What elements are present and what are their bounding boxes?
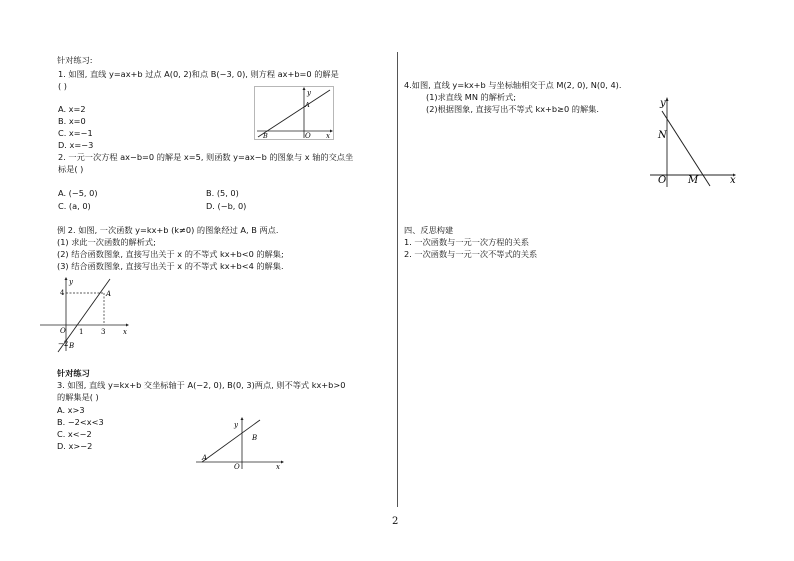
q2-line2: 标是( ): [58, 164, 84, 174]
graph-q4: [648, 96, 740, 188]
q1-option-c: C. x=−1: [58, 128, 93, 138]
g2-origin-label: O: [60, 327, 66, 335]
q2-option-c: C. (a, 0): [58, 201, 91, 211]
reflect-item1: 1. 一次函数与一元一次方程的关系: [404, 237, 530, 247]
ex2-line1: 例 2. 如图, 一次函数 y=kx+b (k≠0) 的图象经过 A, B 两点.: [57, 225, 279, 235]
g2-y-label: y: [69, 278, 73, 286]
q3-option-c: C. x<−2: [57, 429, 92, 439]
g3-point-b: B: [252, 434, 258, 442]
g3-y-label: y: [234, 421, 238, 429]
q2-line1: 2. 一元一次方程 ax−b=0 的解是 x=5, 则函数 y=ax−b 的图象与 x 轴的交点坐: [58, 152, 354, 162]
q1-option-b: B. x=0: [58, 116, 86, 126]
g3-x-label: x: [276, 463, 280, 471]
g3-point-a: A: [202, 454, 208, 462]
q4-line2: (1)求直线 MN 的解析式;: [426, 92, 517, 102]
g4-x-label: x: [730, 175, 736, 186]
practice2-title: 针对练习: [57, 368, 90, 378]
g1-origin-label: O: [305, 132, 311, 140]
q3-option-d: D. x>−2: [57, 441, 93, 451]
g2-tick-1: 1: [79, 328, 84, 336]
q1-text: 1. 如图, 直线 y=ax+b 过点 A(0, 2)和点 B(−3, 0), 则方程 ax+b=0 的解是: [58, 69, 339, 79]
g3-origin-label: O: [234, 463, 240, 471]
graph-ex2: [40, 276, 132, 352]
g2-tick-3: 3: [101, 328, 106, 336]
q1-option-a: A. x=2: [58, 104, 86, 114]
g1-x-label: x: [326, 132, 330, 140]
g4-y-label: y: [660, 98, 666, 109]
ex2-line3: (2) 结合函数图象, 直接写出关于 x 的不等式 kx+b<0 的解集;: [57, 249, 284, 259]
g2-point-a: A: [106, 290, 112, 298]
q1-option-d: D. x=−3: [58, 140, 94, 150]
g1-y-label: y: [307, 89, 311, 97]
ex2-line4: (3) 结合函数图象, 直接写出关于 x 的不等式 kx+b<4 的解集.: [57, 261, 284, 271]
q2-option-b: B. (5, 0): [206, 188, 239, 198]
g2-tick-4: 4: [60, 289, 65, 297]
q3-option-b: B. −2<x<3: [57, 417, 104, 427]
q4-line3: (2)根据图象, 直接写出不等式 kx+b≥0 的解集.: [426, 104, 599, 114]
g4-origin-label: O: [658, 175, 667, 186]
q3-line2: 的解集是( ): [57, 392, 99, 402]
g4-point-m: M: [688, 175, 699, 186]
graph-q1: [254, 86, 334, 141]
g1-point-b: B: [263, 132, 268, 140]
g2-tick-neg2: −2: [58, 340, 69, 348]
q3-line1: 3. 如图, 直线 y=kx+b 交坐标轴于 A(−2, 0), B(0, 3)两点, 则不等式 kx+b>0: [57, 380, 346, 390]
reflect-item2: 2. 一次函数与一元一次不等式的关系: [404, 249, 538, 259]
g4-point-n: N: [658, 130, 667, 141]
q1-paren: ( ): [58, 81, 67, 91]
q3-option-a: A. x>3: [57, 405, 85, 415]
g1-point-a: A: [305, 101, 310, 109]
q2-option-d: D. (−b, 0): [206, 201, 247, 211]
graph-q3: [196, 416, 288, 470]
g2-point-b: B: [69, 342, 75, 350]
ex2-line2: (1) 求此一次函数的解析式;: [57, 237, 156, 247]
reflect-title: 四、反思构建: [404, 225, 454, 235]
practice-header: 针对练习:: [57, 55, 93, 65]
q2-option-a: A. (−5, 0): [58, 188, 98, 198]
q4-line1: 4.如图, 直线 y=kx+b 与坐标轴相交于点 M(2, 0), N(0, 4).: [404, 80, 622, 90]
g2-x-label: x: [123, 328, 127, 336]
column-divider: [397, 52, 398, 507]
page-number: 2: [392, 516, 399, 527]
